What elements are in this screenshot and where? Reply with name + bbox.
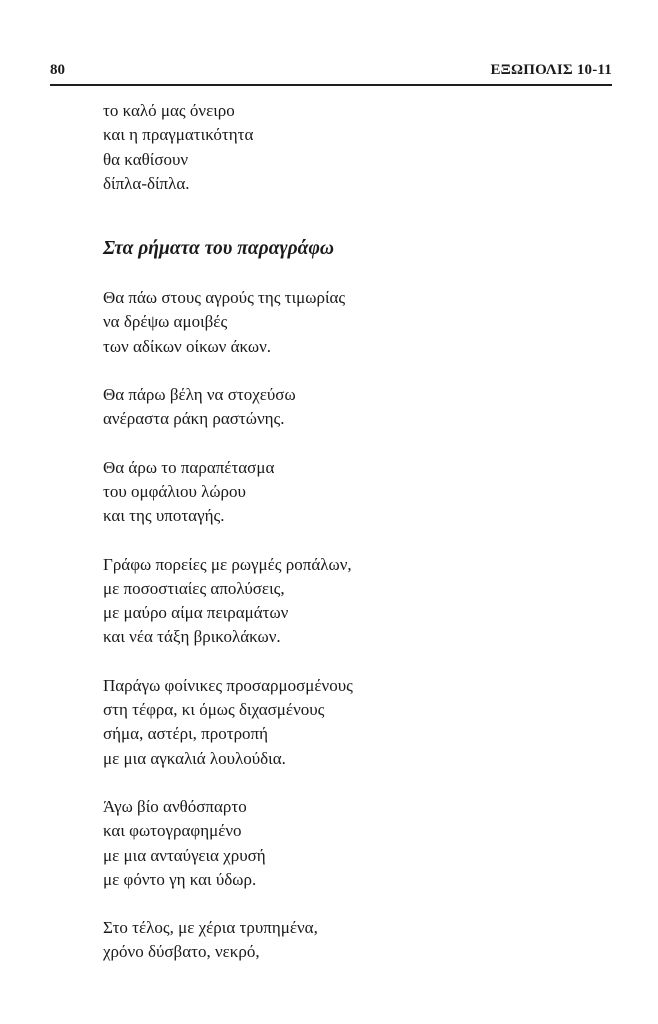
stanza [103,674,583,771]
stanza [103,916,583,965]
poem-line: Θα πάρω βέλη να στοχεύσω [103,385,296,405]
poem-line: με μια αγκαλιά λουλούδια. [103,748,286,768]
poem-line: με φόντο γη και ύδωρ. [103,869,257,889]
poem-line: θα καθίσουν [103,149,189,169]
page-content [103,99,583,989]
poem-line: Γράφω πορείες με ρωγμές ροπάλων, [103,554,352,574]
poem-line: χρόνο δύσβατο, νεκρό, [103,942,260,962]
stanza [103,553,583,650]
poem-line: το καλό μας όνειρο [103,101,235,120]
poem-line: των αδίκων οίκων άκων. [103,336,272,356]
poem-line: Άγω βίο ανθόσπαρτο [103,796,247,816]
poem-line: με μια ανταύγεια χρυσή [103,845,266,865]
poem-line: να δρέψω αμοιβές [103,312,228,332]
poem-line: Θα πάω στους αγρούς της τιμωρίας [103,288,346,308]
poem-line: και της υποταγής. [103,506,225,526]
poem-line: και φωτογραφημένο [103,821,242,841]
poem-line: με ποσοστιαίες απολύσεις, [103,578,285,598]
poem-line: του ομφάλιου λώρου [103,481,246,501]
page-header [50,60,612,86]
stanza [103,286,583,359]
stanza [103,456,583,529]
poem-line: και νέα τάξη βρικολάκων. [103,627,281,647]
poem-line: με μαύρο αίμα πειραμάτων [103,603,289,623]
poem-line: ανέραστα ράκη ραστώνης. [103,409,285,429]
poem-line: Θα άρω το παραπέτασμα [103,457,275,477]
poem-line: δίπλα-δίπλα. [103,173,190,193]
running-head: ΕΞΩΠΟΛΙΣ 10-11 [490,62,612,78]
stanza [103,383,583,432]
poem-line: Παράγω φοίνικες προσαρμοσμένους [103,675,353,695]
poem-line: και η πραγματικότητα [103,125,254,145]
poem-title: Στα ρήματα του παραγράφω [103,238,334,260]
poem-line: Στο τέλος, με χέρια τρυπημένα, [103,918,318,938]
poem-line: στη τέφρα, κι όμως διχασμένους [103,700,325,720]
poem-line: σήμα, αστέρι, προτροπή [103,724,269,744]
page-number: 80 [50,62,65,78]
continuation-stanza [103,99,583,196]
stanza [103,795,583,892]
